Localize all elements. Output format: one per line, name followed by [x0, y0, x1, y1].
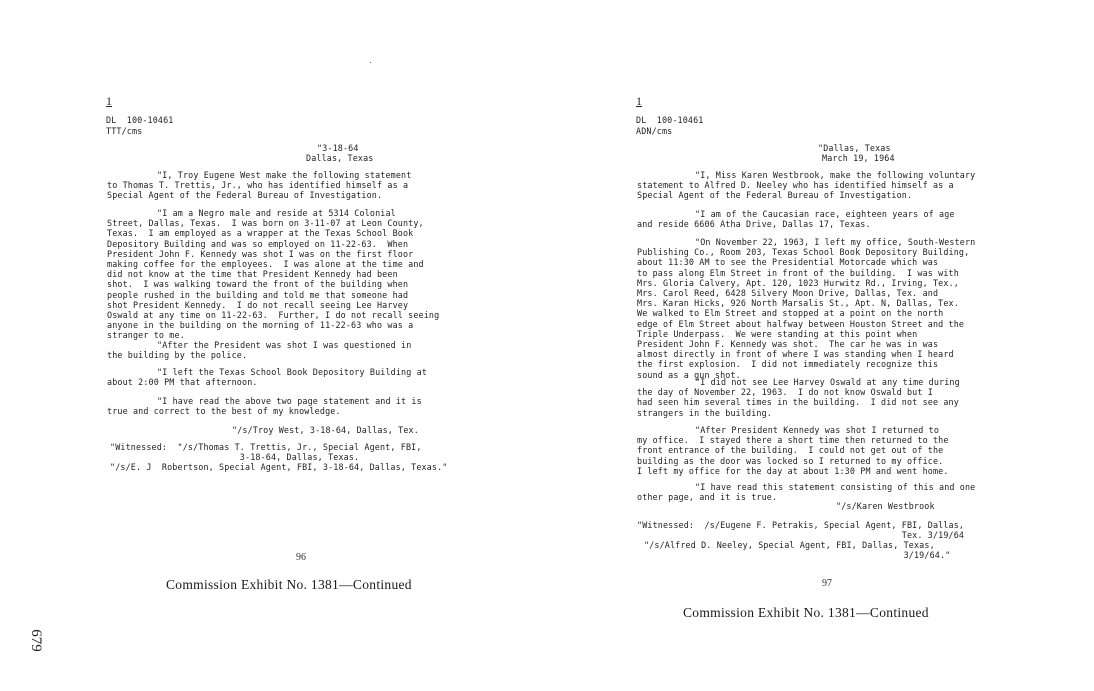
left-witness-1: "Witnessed: "/s/Thomas T. Trettis, Jr., Special Agent, FBI, 3-18-64, Dallas, Texas.: [110, 442, 422, 463]
right-p2-text: "I am of the Caucasian race, eighteen years of age and reside 6606 Atha Drive, Dallas 17, Texas.: [637, 209, 955, 230]
left-page-number: 96: [296, 552, 306, 563]
left-paragraph-1: [107, 170, 411, 201]
left-p4-text: "I left the Texas School Book Depository Building at about 2:00 PM that afternoon.: [107, 367, 427, 388]
left-witness-2: "/s/E. J Robertson, Special Agent, FBI, 3-18-64, Dallas, Texas.": [110, 462, 448, 472]
right-date: March 19, 1964: [822, 153, 895, 163]
left-paragraph-4: [107, 367, 427, 387]
left-place: Dallas, Texas: [306, 153, 374, 163]
left-p5-text: "I have read the above two page statement and it is true and correct to the best of my knowledge.: [107, 396, 422, 417]
left-file-number: DL 100-10461: [106, 115, 174, 125]
left-caption: Commission Exhibit No. 1381—Continued: [166, 577, 412, 592]
right-place: "Dallas, Texas: [818, 143, 891, 153]
right-paragraph-2: [637, 209, 955, 229]
right-caption: Commission Exhibit No. 1381—Continued: [683, 605, 929, 620]
right-p6-text: "I have read this statement consisting of this and one other page, and it is true.: [637, 482, 976, 503]
left-p2-text: "I am a Negro male and reside at 5314 Colonial Street, Dallas, Texas. I was born on 3-11-07 at Leon County, Texas. I am employed as a wrapper at the Texas School Book Depository Building and was so employed on 11-22-63. When President John F. Kennedy was shot I was on the first floor making coffee for the employees. I was alone at the time and did not know at the time that President Kennedy had been shot. I was walking toward the front of the building when people rushed in the building and told me that someone had shot President Kennedy. I do not recall seeing Lee Harvey Oswald at any time on 11-22-63. Further, I do not recall seeing anyone in the building on the morning of 11-22-63 who was a stranger to me.: [107, 208, 440, 341]
scan-speck: [370, 62, 371, 63]
right-paragraph-3: [637, 237, 975, 380]
right-p4-text: "I did not see Lee Harvey Oswald at any time during the day of November 22, 1963. I do not know Oswald but I had seen him several times in the building. I did not see any strangers in the building.: [637, 377, 960, 418]
left-page-marker: 1: [106, 94, 112, 108]
right-p5-text: "After President Kennedy was shot I returned to my office. I stayed there a short time then returned to the front entrance of the building. I could not get out of the building as the door was locked so I returned to my office. I left my office for the day at about 1:30 PM and went home.: [637, 425, 949, 476]
right-file-number: DL 100-10461: [636, 115, 704, 125]
left-paragraph-5: [107, 396, 422, 416]
volume-page-number: 679: [27, 629, 44, 652]
right-page-marker: 1: [636, 94, 642, 108]
right-witness-2: "/s/Alfred D. Neeley, Special Agent, FBI, Dallas, Texas, 3/19/64.": [644, 540, 951, 561]
left-paragraph-3: [107, 340, 411, 360]
left-initials: TTT/cms: [106, 126, 143, 136]
right-paragraph-6: [637, 482, 975, 502]
left-paragraph-2: [107, 208, 439, 341]
left-p1-text: "I, Troy Eugene West make the following statement to Thomas T. Trettis, Jr., who has identified himself as a Special Agent of the Federal Bureau of Investigation.: [107, 170, 412, 201]
left-date: "3-18-64: [317, 143, 359, 153]
right-initials: ADN/cms: [636, 126, 673, 136]
right-signature: "/s/Karen Westbrook: [836, 501, 935, 511]
right-paragraph-1: [637, 170, 975, 201]
right-page-number: 97: [822, 578, 832, 589]
left-p3-text: "After the President was shot I was questioned in the building by the police.: [107, 340, 412, 361]
right-paragraph-5: [637, 425, 949, 476]
left-signature: "/s/Troy West, 3-18-64, Dallas, Tex.: [232, 425, 419, 435]
right-paragraph-4: [637, 377, 960, 418]
right-p3-text: "On November 22, 1963, I left my office, South-Western Publishing Co., Room 203, Texas School Book Depository Building, about 11:30 AM to see the Presidential Motorcade which was to pass along Elm Street in front of the building. I was with Mrs. Gloria Calvery, Apt. 120, 1023 Hurwitz Rd., Irving, Tex., Mrs. Carol Reed, 6428 Silvery Moon Drive, Dallas, Tex. and Mrs. Karan Hicks, 926 North Marsalis St., Apt. N, Dallas, Tex. We walked to Elm Street and stopped at a point on the north edge of Elm Street about halfway between Houston Street and the Triple Underpass. We were standing at this point when President John F. Kennedy was shot. The car he was in was almost directly in front of where I was standing when I heard the first explosion. I did not immediately recognize this sound as a gun shot.: [637, 237, 976, 380]
right-witness-1: "Witnessed: /s/Eugene F. Petrakis, Special Agent, FBI, Dallas, Tex. 3/19/64: [637, 520, 965, 541]
right-p1-text: "I, Miss Karen Westbrook, make the following voluntary statement to Alfred D. Neeley who has identified himself as a Special Agent of the Federal Bureau of Investigation.: [637, 170, 976, 201]
